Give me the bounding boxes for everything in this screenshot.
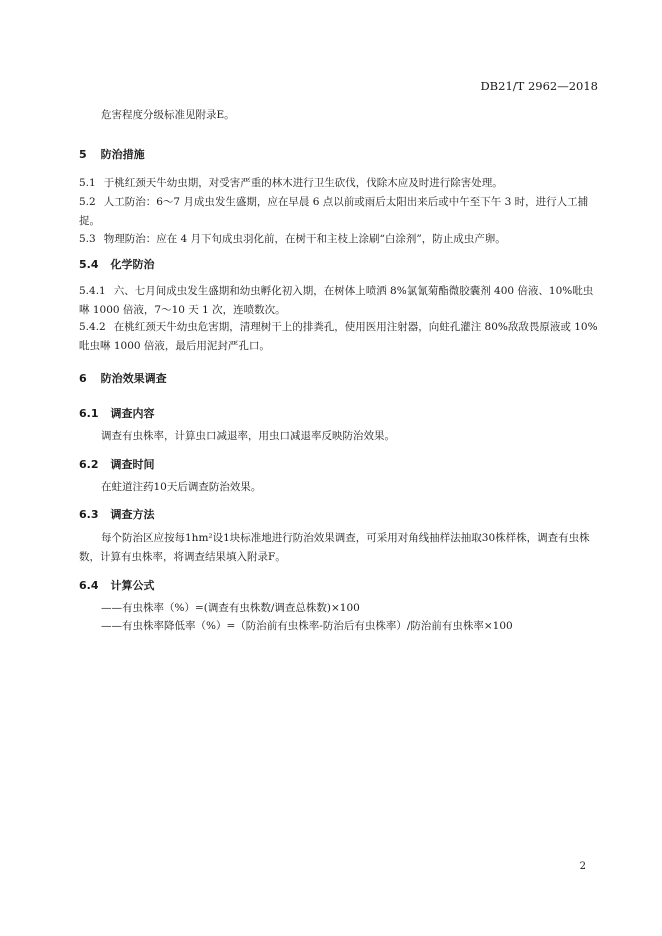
section-5-heading bbox=[79, 146, 145, 162]
clause-number: 5.2 bbox=[79, 196, 96, 208]
subsection-6-1-text: 调查有虫株率，计算虫口减退率，用虫口减退率反映防治效果。 bbox=[101, 430, 395, 442]
subsection-title: 计算公式 bbox=[110, 579, 155, 592]
subsection-6-3-text: 每个防治区应按每1hm²设1块标准地进行防治效果调查，可采用对角线抽样法抽取30株样株，调查有虫株数，计算有虫株率，将调查结果填入附录F。 bbox=[79, 532, 590, 563]
subsection-6-3-heading bbox=[79, 506, 155, 522]
subsection-number: 6.3 bbox=[79, 508, 99, 521]
clause-number: 5.1 bbox=[79, 177, 96, 189]
subsection-title: 调查内容 bbox=[110, 407, 155, 420]
subsection-6-2-text: 在蛀道注药10天后调查防治效果。 bbox=[101, 481, 262, 493]
page-number: 2 bbox=[579, 861, 586, 872]
clause-text: 物理防治：应在 4 月下旬成虫羽化前，在树干和主枝上涂刷“白涂剂”，防止成虫产卵。 bbox=[103, 233, 506, 245]
clause-number: 5.3 bbox=[79, 233, 96, 245]
section-6-heading bbox=[79, 370, 167, 386]
subsection-number: 6.1 bbox=[79, 407, 99, 420]
subsection-6-1-heading bbox=[79, 405, 155, 421]
section-6-number: 6 bbox=[79, 372, 87, 385]
intro-line: 危害程度分级标准见附录E。 bbox=[101, 109, 235, 121]
clause-text: 于桃红颈天牛幼虫期，对受害严重的林木进行卫生砍伐，伐除木应及时进行除害处理。 bbox=[103, 177, 503, 189]
formula-line: ——有虫株率降低率（%）=（防治前有虫株率-防治后有虫株率）/防治前有虫株率×100 bbox=[101, 620, 513, 632]
subsection-title: 调查时间 bbox=[110, 458, 155, 471]
formula-line: ——有虫株率（%）=(调查有虫株数/调查总株数)×100 bbox=[101, 602, 360, 614]
clause-text: 六、七月间成虫发生盛期和幼虫孵化初入期，在树体上喷洒 8%氯氰菊酯微胶囊剂 400 倍液、10%吡虫啉 1000 倍液，7～10 天 1 次，连喷数次。 bbox=[79, 285, 594, 316]
subsection-number: 6.4 bbox=[79, 579, 99, 592]
subsection-6-2-heading bbox=[79, 456, 155, 472]
subsection-title: 调查方法 bbox=[110, 508, 155, 521]
clause-5-4-1 bbox=[79, 282, 601, 320]
section-6-title: 防治效果调查 bbox=[100, 372, 167, 385]
clause-text: 人工防治：6～7 月成虫发生盛期，应在早晨 6 点以前或雨后太阳出来后或中午至下午 3 时，进行人工捕捉。 bbox=[79, 196, 589, 227]
subsection-6-4-heading bbox=[79, 577, 155, 593]
subsection-number: 5.4 bbox=[79, 258, 99, 271]
clause-number: 5.4.2 bbox=[79, 321, 106, 333]
section-5-number: 5 bbox=[79, 148, 87, 161]
clause-5-4-2 bbox=[79, 318, 601, 356]
section-5-title: 防治措施 bbox=[100, 148, 145, 161]
clause-5-1 bbox=[79, 174, 601, 193]
standard-code: DB21/T 2962—2018 bbox=[480, 79, 598, 93]
subsection-number: 6.2 bbox=[79, 458, 99, 471]
clause-number: 5.4.1 bbox=[79, 285, 106, 297]
clause-5-2 bbox=[79, 193, 601, 231]
subsection-5-4-heading bbox=[79, 256, 155, 272]
clause-text: 在桃红颈天牛幼虫危害期，清理树干上的排粪孔，使用医用注射器，向蛀孔灌注 80%敌敌畏原液或 10%吡虫啉 1000 倍液，最后用泥封严孔口。 bbox=[79, 321, 598, 352]
clause-5-3 bbox=[79, 230, 601, 249]
subsection-title: 化学防治 bbox=[110, 258, 155, 271]
